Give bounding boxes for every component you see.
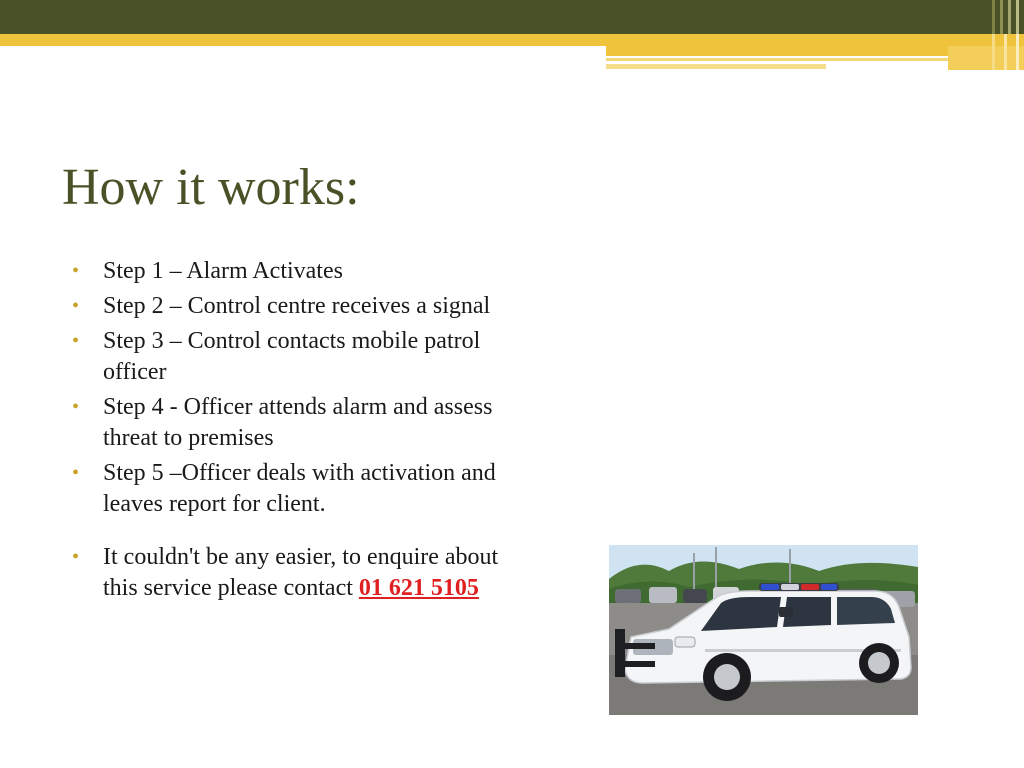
bullet-icon: • xyxy=(72,330,80,352)
bullet-icon: • xyxy=(72,546,80,568)
bullet-icon: • xyxy=(72,260,80,282)
header-stripe xyxy=(992,0,995,34)
header-stripe xyxy=(1016,34,1019,70)
slide-title: How it works: xyxy=(62,159,360,216)
steps-list xyxy=(72,256,512,608)
header-stripe xyxy=(1000,0,1003,34)
contact-phone-link[interactable]: 01 621 5105 xyxy=(358,575,479,601)
step-text: Step 2 – Control centre receives a signal xyxy=(103,293,491,319)
list-item xyxy=(72,458,512,520)
step-text: Step 4 - Officer attends alarm and assess threat to premises xyxy=(103,394,493,451)
list-item xyxy=(72,256,512,287)
list-item xyxy=(72,291,512,322)
header-stripe xyxy=(1016,0,1019,34)
step-text: Step 1 – Alarm Activates xyxy=(103,258,343,284)
patrol-car-photo xyxy=(609,545,918,715)
patrol-car-image xyxy=(609,545,918,715)
header-line-1 xyxy=(606,58,948,61)
header-stripe xyxy=(1008,0,1011,34)
header-band-dark xyxy=(0,0,1024,34)
contact-text: It couldn't be any easier, to enquire about this service please contact xyxy=(103,544,499,601)
step-text: Step 3 – Control contacts mobile patrol officer xyxy=(103,328,481,385)
bullet-icon: • xyxy=(72,396,80,418)
bullet-icon: • xyxy=(72,295,80,317)
header-stripe xyxy=(992,34,995,70)
list-item xyxy=(72,326,512,388)
bullet-icon: • xyxy=(72,462,80,484)
step-text: Step 5 –Officer deals with activation and leaves report for client. xyxy=(103,460,496,517)
header-line-2 xyxy=(606,64,826,69)
contact-item xyxy=(72,542,512,604)
list-item xyxy=(72,392,512,454)
header-band-gold xyxy=(0,34,1024,46)
header-corner-block xyxy=(948,46,1024,70)
header-stripe xyxy=(1004,34,1007,70)
